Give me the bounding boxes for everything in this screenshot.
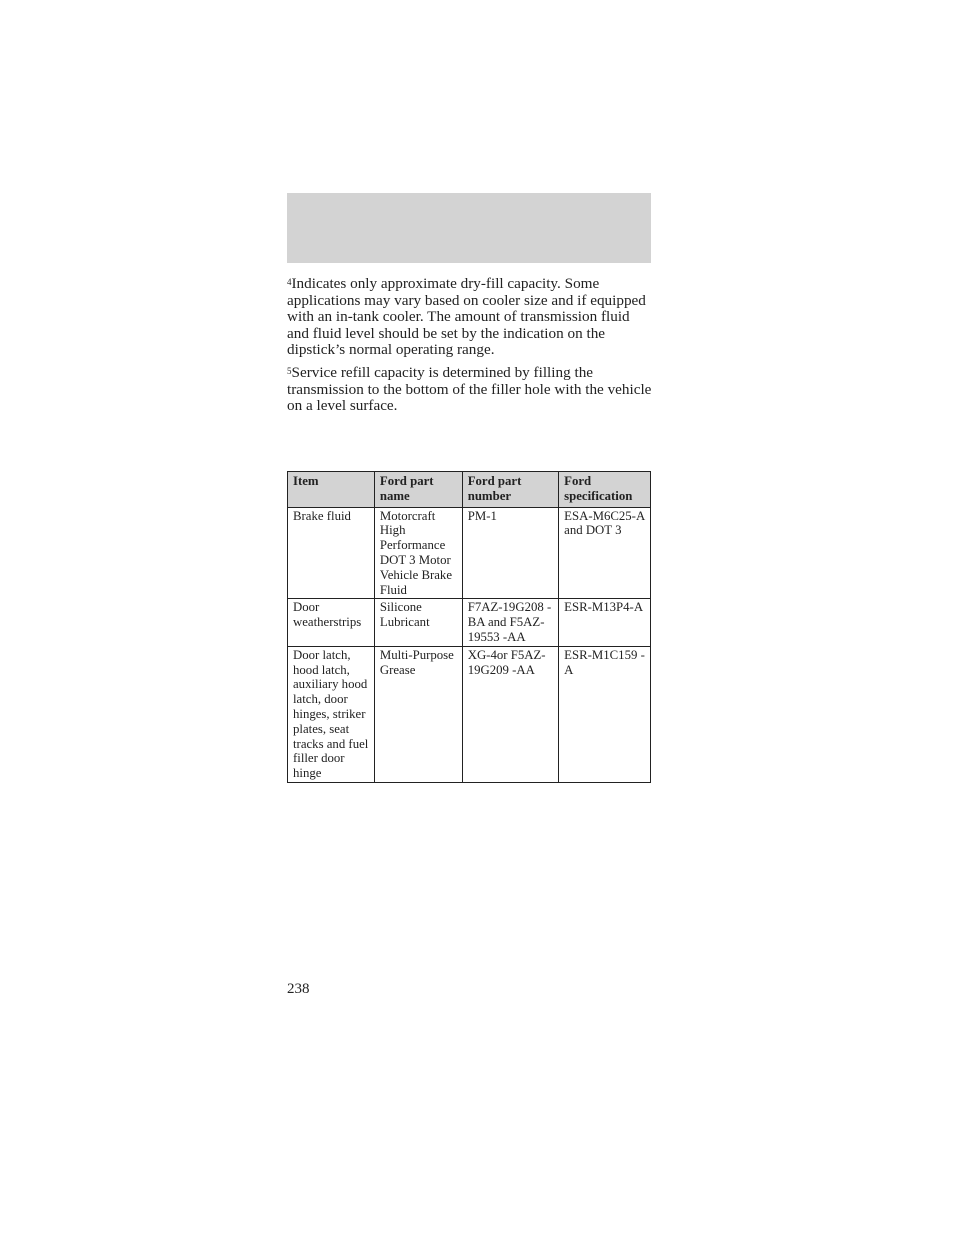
page-number: 238 (287, 981, 310, 997)
cell-specification: ESR-M13P4-A (559, 599, 651, 646)
header-item: Item (288, 472, 375, 508)
cell-part-name: Multi-Purpose Grease (374, 646, 462, 782)
footnote-5 (287, 365, 653, 415)
cell-part-name: Silicone Lubricant (374, 599, 462, 646)
footnote-4 (287, 276, 653, 359)
footnote-text: Indicates only approximate dry-fill capacity. Some applications may vary based on cooler size and if equipped with an in-tank cooler. The amount of transmission fluid and fluid level should be set by the indication on the dipstick’s normal operating range. (287, 275, 646, 359)
cell-part-number: F7AZ-19G208 -BA and F5AZ-19553 -AA (462, 599, 558, 646)
table-row (288, 507, 651, 599)
header-specification: Ford specification (559, 472, 651, 508)
footnote-marker: 4 (287, 277, 292, 287)
cell-item: Door weatherstrips (288, 599, 375, 646)
table-header-row (288, 472, 651, 508)
lubricant-spec-table (287, 471, 651, 783)
header-part-number: Ford part number (462, 472, 558, 508)
footnote-text: Service refill capacity is determined by filling the transmission to the bottom of the filler hole with the vehicle on a level surface. (287, 363, 652, 415)
cell-item: Door latch, hood latch, auxiliary hood latch, door hinges, striker plates, seat tracks and fuel filler door hinge (288, 646, 375, 782)
cell-item: Brake fluid (288, 507, 375, 599)
section-header-band (287, 193, 651, 263)
cell-part-name: Motorcraft High Performance DOT 3 Motor Vehicle Brake Fluid (374, 507, 462, 599)
header-part-name: Ford part name (374, 472, 462, 508)
cell-specification: ESA-M6C25-A and DOT 3 (559, 507, 651, 599)
footnotes (287, 276, 653, 421)
footnote-marker: 5 (287, 365, 292, 376)
table-row (288, 599, 651, 646)
table-row (288, 646, 651, 782)
cell-part-number: PM-1 (462, 507, 558, 599)
cell-part-number: XG-4or F5AZ-19G209 -AA (462, 646, 558, 782)
cell-specification: ESR-M1C159 -A (559, 646, 651, 782)
